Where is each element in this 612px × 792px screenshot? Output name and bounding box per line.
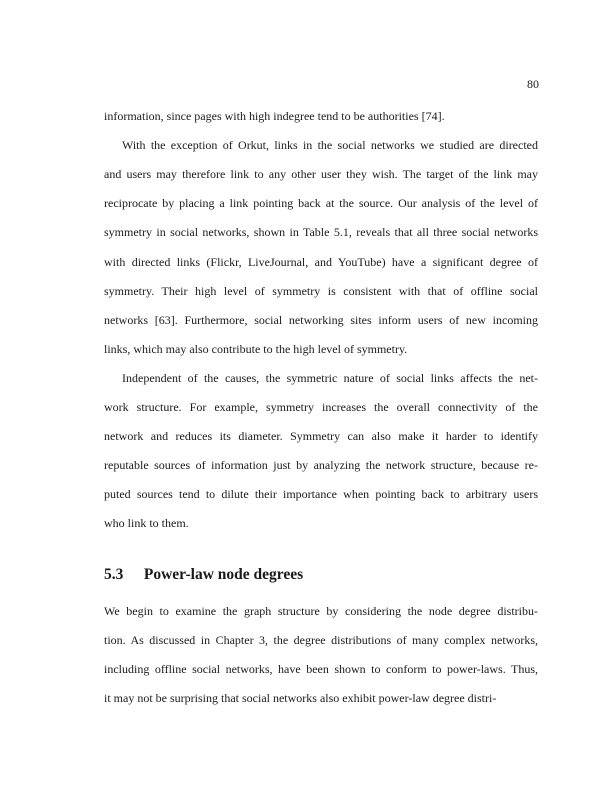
- text-line: it may not be surprising that social networks also exhibit power-law degree distri-: [104, 691, 497, 706]
- text-line: links, which may also contribute to the high level of symmetry.: [104, 341, 408, 356]
- section-number: 5.3: [104, 566, 124, 583]
- text-line: puted sources tend to dilute their importance when pointing back to arbitrary users: [104, 487, 538, 502]
- text-line: who link to them.: [104, 516, 189, 531]
- section-heading: [104, 566, 303, 584]
- text-line: and users may therefore link to any other user they wish. The target of the link may: [104, 167, 538, 182]
- text-line: including offline social networks, have been shown to conform to power-laws. Thus,: [104, 662, 538, 677]
- text-line: information, since pages with high indegree tend to be authorities [74].: [104, 109, 445, 123]
- text-line: with directed links (Flickr, LiveJournal, and YouTube) have a significant degree of: [104, 254, 538, 269]
- text-line: reputable sources of information just by analyzing the network structure, because re-: [104, 458, 538, 473]
- text-line: tion. As discussed in Chapter 3, the degree distributions of many complex networks,: [104, 633, 538, 648]
- page-number: 80: [527, 77, 539, 91]
- text-line: reciprocate by placing a link pointing back at the source. Our analysis of the level of: [104, 196, 538, 211]
- text-line: networks [63]. Furthermore, social networking sites inform users of new incoming: [104, 312, 538, 327]
- text-line: Independent of the causes, the symmetric nature of social links affects the net-: [122, 370, 538, 385]
- section-title: Power-law node degrees: [143, 566, 304, 583]
- text-line: work structure. For example, symmetry increases the overall connectivity of the: [104, 400, 538, 414]
- text-line: With the exception of Orkut, links in the social networks we studied are directed: [122, 138, 538, 153]
- text-line: network and reduces its diameter. Symmetry can also make it harder to identify: [104, 429, 538, 444]
- text-line: symmetry in social networks, shown in Table 5.1, reveals that all three social networks: [104, 225, 538, 240]
- text-line: We begin to examine the graph structure by considering the node degree distribu-: [104, 604, 538, 618]
- text-line: symmetry. Their high level of symmetry is consistent with that of offline social: [104, 283, 538, 298]
